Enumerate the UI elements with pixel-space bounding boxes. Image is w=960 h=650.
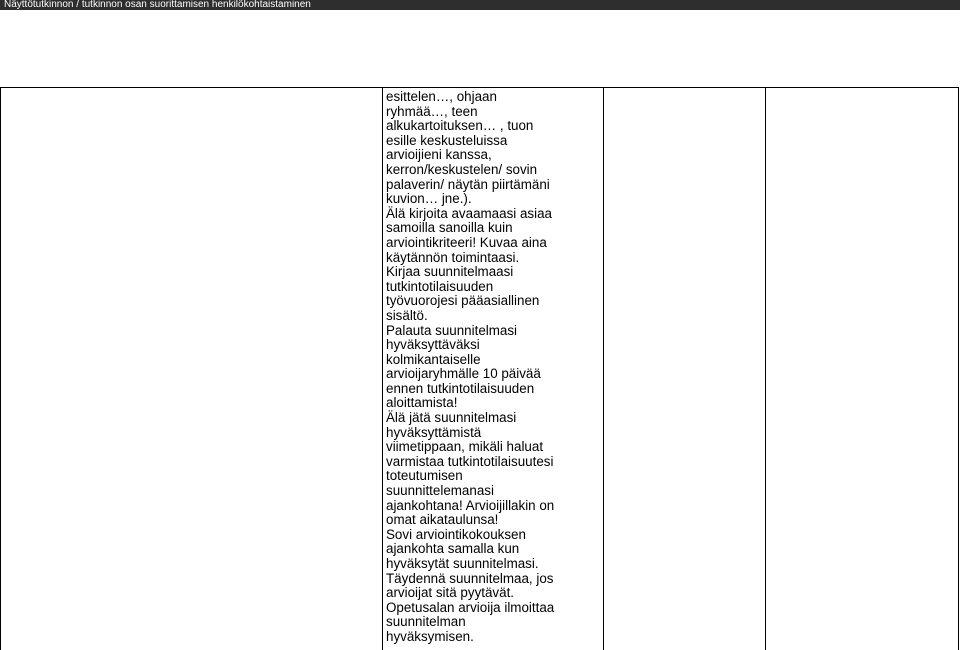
cell-text-line: kerron/keskustelen/ sovin [386, 161, 538, 177]
cell-text-line: ajankohta samalla kun [386, 541, 520, 557]
cell-text-line: työvuorojesi pääasiallinen [386, 293, 540, 309]
cell-text-line: tutkintotilaisuuden [386, 278, 494, 294]
cell-text-line: ajankohtana! Arvioijillakin on [386, 497, 555, 513]
table-column-divider-1 [382, 87, 383, 650]
cell-text-line: varmistaa tutkintotilaisuutesi [386, 453, 554, 469]
cell-text-line: hyväksymisen. [386, 628, 474, 644]
cell-text-line: Älä jätä suunnitelmasi [386, 410, 517, 426]
cell-text-line: Opetusalan arvioija ilmoittaa [386, 599, 555, 615]
cell-text-line: arvioijieni kanssa, [386, 147, 492, 163]
cell-text-line: käytännön toimintaasi. [386, 249, 520, 265]
cell-text-line: aloittamista! [386, 395, 458, 411]
cell-text-line: arvioijaryhmälle 10 päivää [386, 366, 541, 382]
cell-text-line: suunnitelman [386, 614, 466, 630]
document-table [0, 87, 959, 650]
cell-text-line: ryhmää…, teen [386, 103, 478, 119]
cell-text-line: Palauta suunnitelmasi [386, 322, 518, 338]
cell-text-line: esittelen…, ohjaan [386, 89, 497, 104]
cell-text-line: Sovi arviointikokouksen [386, 526, 526, 542]
document-header-bar [0, 0, 960, 10]
cell-text-line: kuvion… jne.). [386, 191, 472, 207]
cell-text-line: arvioijat sitä pyytävät. [386, 585, 515, 601]
cell-text-line: alkukartoituksen… , tuon [386, 118, 534, 134]
cell-text-line: hyväksyttämistä [386, 424, 482, 440]
cell-text-line: omat aikataulunsa! [386, 512, 499, 528]
cell-text-line: sisältö. [386, 307, 428, 323]
cell-text-line: Täydennä suunnitelmaa, jos [386, 570, 554, 586]
cell-text-line: palaverin/ näytän piirtämäni [386, 176, 550, 192]
cell-text-line: hyväksytät suunnitelmasi. [386, 556, 539, 571]
cell-text-line: samoilla sanoilla kuin [386, 220, 513, 236]
table-border-right [958, 87, 959, 650]
cell-text-line: arviointikriteeri! Kuvaa aina [386, 234, 547, 250]
cell-text-line: ennen tutkintotilaisuuden [386, 380, 535, 396]
cell-text-line: hyväksyttäväksi [386, 337, 480, 353]
cell-text-line: viimetippaan, mikäli haluat [386, 439, 544, 455]
table-border-left [0, 87, 1, 650]
cell-text-line: suunnittelemanasi [386, 483, 494, 499]
cell-text-line: kolmikantaiselle [386, 351, 481, 367]
cell-text-line: Älä kirjoita avaamaasi asiaa [386, 205, 552, 221]
cell-text-line: esille keskusteluissa [386, 132, 508, 148]
cell-text-line: Kirjaa suunnitelmaasi [386, 264, 514, 280]
cell-text-line: toteutumisen [386, 468, 463, 484]
document-header-title: Näyttötutkinnon / tutkinnon osan suorittamisen henkilökohtaistaminen [4, 0, 311, 10]
table-cell-instructions [386, 90, 582, 645]
table-column-divider-3 [765, 87, 766, 650]
table-column-divider-2 [603, 87, 604, 650]
table-top-border [0, 87, 959, 88]
